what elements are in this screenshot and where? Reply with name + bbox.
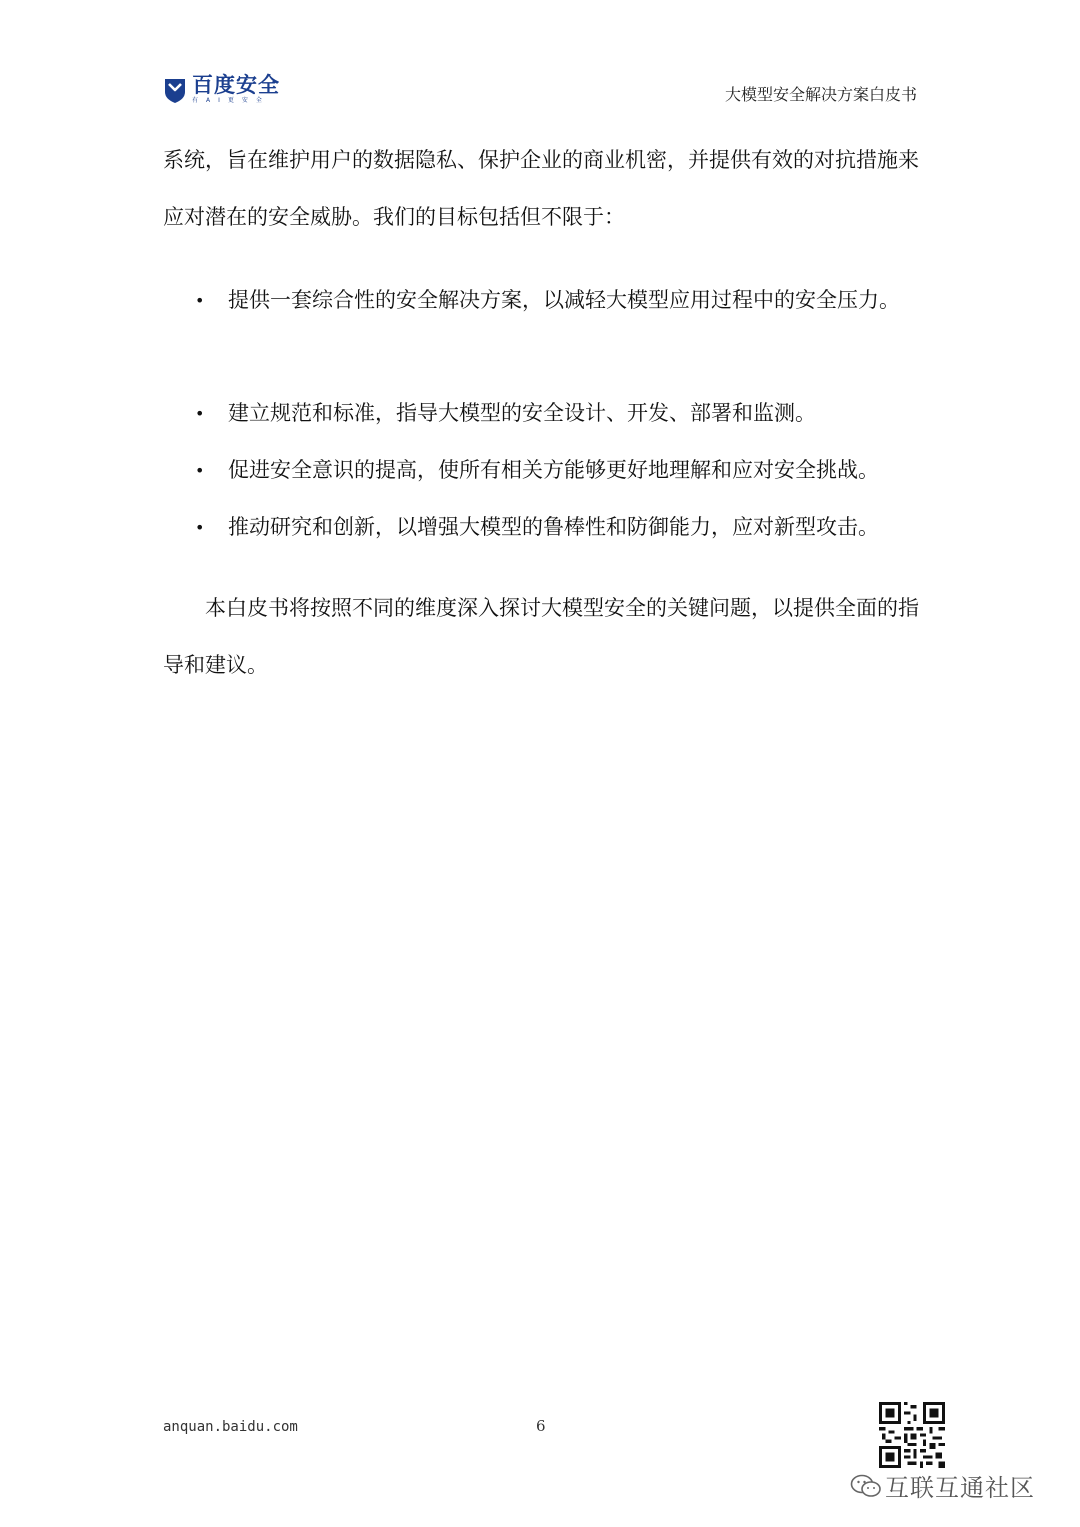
- bullet-icon: •: [195, 291, 205, 310]
- watermark: [850, 1468, 1035, 1503]
- logo-text: 百度安全: [192, 73, 280, 97]
- bullet-icon: •: [195, 461, 205, 480]
- document-title: 大模型安全解决方案白皮书: [724, 85, 917, 104]
- paragraph-conclusion: 本白皮书将按照不同的维度深入探讨大模型安全的关键问题，以提供全面的指导和建议。: [163, 596, 919, 677]
- list-item-text: 建立规范和标准，指导大模型的安全设计、开发、部署和监测。: [228, 401, 816, 425]
- qr-code-icon: [879, 1402, 945, 1468]
- list-item-text: 推动研究和创新，以增强大模型的鲁棒性和防御能力，应对新型攻击。: [228, 515, 879, 539]
- watermark-text: 互联互通社区: [885, 1474, 1035, 1502]
- shield-icon: [163, 76, 187, 104]
- bullet-icon: •: [195, 404, 205, 423]
- logo-subtitle: 有AI更安全: [192, 97, 270, 104]
- header-logo: [163, 74, 280, 105]
- paragraph-intro: 系统，旨在维护用户的数据隐私、保护企业的商业机密，并提供有效的对抗措施来应对潜在的安全威胁。我们的目标包括但不限于：: [163, 148, 919, 229]
- list-item-text: 提供一套综合性的安全解决方案，以减轻大模型应用过程中的安全压力。: [228, 288, 900, 312]
- list-item-text: 促进安全意识的提高，使所有相关方能够更好地理解和应对安全挑战。: [228, 458, 879, 482]
- wechat-icon: [850, 1473, 882, 1499]
- bullet-icon: •: [195, 518, 205, 537]
- footer-url[interactable]: anquan.baidu.com: [163, 1419, 298, 1435]
- page-number: 6: [536, 1417, 546, 1435]
